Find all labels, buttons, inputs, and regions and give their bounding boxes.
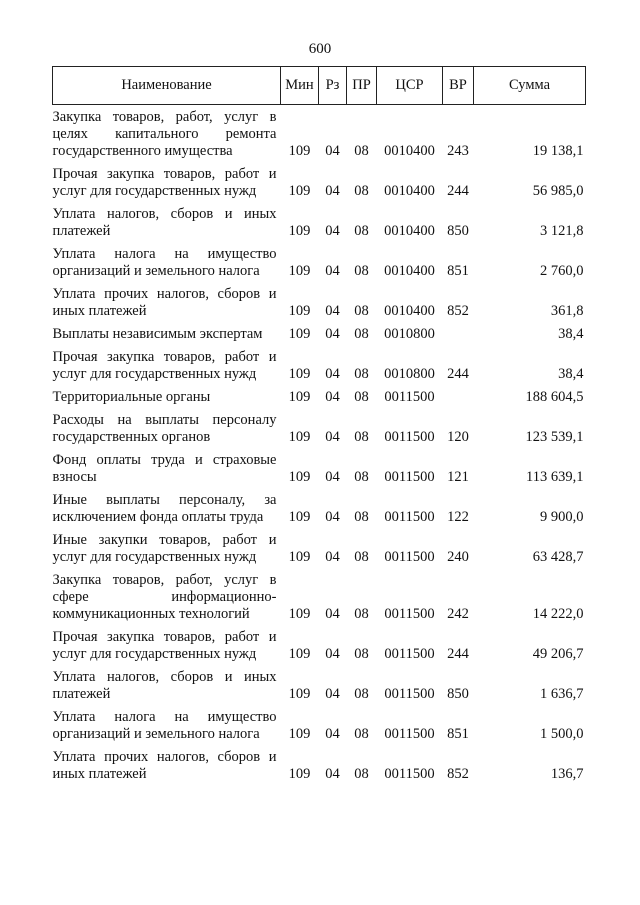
table-header bbox=[53, 67, 586, 105]
cell-vr: 852 bbox=[447, 766, 469, 782]
cell-csr: 0010800 bbox=[384, 366, 435, 382]
page-number: 600 bbox=[308, 41, 332, 57]
cell-sum: 56 985,0 bbox=[532, 183, 584, 199]
cell-csr: 0011500 bbox=[384, 686, 435, 702]
cell-min: 109 bbox=[288, 509, 311, 525]
header-name: Наименование bbox=[53, 67, 281, 105]
cell-name: Иные выплаты персоналу, за исключением фонда оплаты труда bbox=[52, 492, 277, 525]
cell-vr: 850 bbox=[447, 223, 469, 239]
table-row bbox=[53, 665, 586, 705]
cell-min: 109 bbox=[288, 766, 311, 782]
table-row bbox=[53, 322, 586, 345]
table-row bbox=[53, 448, 586, 488]
cell-csr: 0010400 bbox=[384, 143, 435, 159]
cell-min: 109 bbox=[288, 183, 311, 199]
cell-sum: 38,4 bbox=[558, 366, 584, 382]
cell-pr: 08 bbox=[354, 429, 369, 445]
table-row bbox=[53, 408, 586, 448]
table-row bbox=[53, 568, 586, 625]
cell-min: 109 bbox=[288, 263, 311, 279]
table-row bbox=[53, 488, 586, 528]
cell-sum: 3 121,8 bbox=[540, 223, 584, 239]
cell-sum: 123 539,1 bbox=[525, 429, 584, 445]
cell-pr: 08 bbox=[354, 303, 369, 319]
cell-sum: 361,8 bbox=[550, 303, 584, 319]
cell-pr: 08 bbox=[354, 263, 369, 279]
header-csr: ЦСР bbox=[377, 67, 443, 105]
cell-vr: 240 bbox=[447, 549, 469, 565]
cell-name: Уплата прочих налогов, сборов и иных платежей bbox=[52, 286, 277, 319]
cell-csr: 0011500 bbox=[384, 429, 435, 445]
cell-name: Расходы на выплаты персоналу государственных органов bbox=[52, 412, 277, 445]
cell-pr: 08 bbox=[354, 223, 369, 239]
table-row bbox=[53, 282, 586, 322]
cell-pr: 08 bbox=[354, 143, 369, 159]
cell-rz: 04 bbox=[325, 326, 340, 342]
cell-sum: 113 639,1 bbox=[526, 469, 584, 485]
table-row bbox=[53, 745, 586, 785]
cell-sum: 1 636,7 bbox=[540, 686, 584, 702]
table-row bbox=[53, 202, 586, 242]
cell-name: Прочая закупка товаров, работ и услуг для государственных нужд bbox=[52, 349, 277, 382]
header-min: Мин bbox=[281, 67, 319, 105]
cell-name: Закупка товаров, работ, услуг в сфере информационно-коммуникационных технологий bbox=[52, 572, 277, 622]
cell-sum: 9 900,0 bbox=[540, 509, 584, 525]
header-vr: ВР bbox=[443, 67, 474, 105]
cell-sum: 19 138,1 bbox=[532, 143, 584, 159]
cell-csr: 0010400 bbox=[384, 303, 435, 319]
table-row bbox=[53, 705, 586, 745]
cell-pr: 08 bbox=[354, 366, 369, 382]
cell-min: 109 bbox=[288, 389, 311, 405]
cell-name: Фонд оплаты труда и страховые взносы bbox=[52, 452, 277, 485]
cell-csr: 0011500 bbox=[384, 726, 435, 742]
cell-min: 109 bbox=[288, 303, 311, 319]
cell-csr: 0011500 bbox=[384, 549, 435, 565]
cell-vr: 121 bbox=[447, 469, 469, 485]
cell-name: Уплата налогов, сборов и иных платежей bbox=[52, 206, 277, 239]
cell-vr: 243 bbox=[447, 143, 469, 159]
cell-csr: 0011500 bbox=[384, 766, 435, 782]
cell-name: Уплата прочих налогов, сборов и иных платежей bbox=[52, 749, 277, 782]
cell-min: 109 bbox=[288, 726, 311, 742]
cell-sum: 2 760,0 bbox=[540, 263, 584, 279]
cell-min: 109 bbox=[288, 549, 311, 565]
cell-csr: 0010800 bbox=[384, 326, 435, 342]
cell-rz: 04 bbox=[325, 143, 340, 159]
cell-rz: 04 bbox=[325, 183, 340, 199]
table-body bbox=[53, 105, 586, 786]
cell-vr: 120 bbox=[447, 429, 469, 445]
cell-pr: 08 bbox=[354, 183, 369, 199]
cell-pr: 08 bbox=[354, 726, 369, 742]
cell-rz: 04 bbox=[325, 429, 340, 445]
cell-vr: 122 bbox=[447, 509, 469, 525]
cell-rz: 04 bbox=[325, 389, 340, 405]
cell-rz: 04 bbox=[325, 549, 340, 565]
cell-name: Уплата налога на имущество организаций и земельного налога bbox=[52, 709, 277, 742]
cell-name: Иные закупки товаров, работ и услуг для государственных нужд bbox=[52, 532, 277, 565]
cell-pr: 08 bbox=[354, 326, 369, 342]
cell-sum: 63 428,7 bbox=[532, 549, 584, 565]
table-row bbox=[53, 528, 586, 568]
cell-pr: 08 bbox=[354, 766, 369, 782]
cell-rz: 04 bbox=[325, 223, 340, 239]
cell-vr bbox=[443, 385, 474, 408]
cell-rz: 04 bbox=[325, 646, 340, 662]
cell-csr: 0010400 bbox=[384, 223, 435, 239]
cell-name: Прочая закупка товаров, работ и услуг для государственных нужд bbox=[52, 166, 277, 199]
header-pr: ПР bbox=[347, 67, 377, 105]
header-rz: Рз bbox=[319, 67, 347, 105]
table-row bbox=[53, 385, 586, 408]
cell-rz: 04 bbox=[325, 509, 340, 525]
cell-min: 109 bbox=[288, 429, 311, 445]
cell-csr: 0010400 bbox=[384, 263, 435, 279]
cell-csr: 0011500 bbox=[384, 606, 435, 622]
cell-name: Прочая закупка товаров, работ и услуг для государственных нужд bbox=[52, 629, 277, 662]
table-row bbox=[53, 242, 586, 282]
cell-min: 109 bbox=[288, 686, 311, 702]
cell-rz: 04 bbox=[325, 726, 340, 742]
table-row bbox=[53, 105, 586, 163]
cell-min: 109 bbox=[288, 646, 311, 662]
cell-name: Уплата налогов, сборов и иных платежей bbox=[52, 669, 277, 702]
cell-min: 109 bbox=[288, 366, 311, 382]
cell-sum: 14 222,0 bbox=[532, 606, 584, 622]
cell-rz: 04 bbox=[325, 366, 340, 382]
cell-rz: 04 bbox=[325, 606, 340, 622]
cell-csr: 0011500 bbox=[384, 646, 435, 662]
table-row bbox=[53, 162, 586, 202]
cell-csr: 0011500 bbox=[384, 469, 435, 485]
cell-csr: 0011500 bbox=[384, 389, 435, 405]
cell-vr: 244 bbox=[447, 183, 469, 199]
cell-sum: 49 206,7 bbox=[532, 646, 584, 662]
cell-rz: 04 bbox=[325, 303, 340, 319]
cell-rz: 04 bbox=[325, 686, 340, 702]
cell-name: Уплата налога на имущество организаций и земельного налога bbox=[52, 246, 277, 279]
cell-rz: 04 bbox=[325, 766, 340, 782]
cell-min: 109 bbox=[288, 143, 311, 159]
cell-sum: 136,7 bbox=[550, 766, 584, 782]
cell-name: Выплаты независимым экспертам bbox=[52, 326, 263, 342]
cell-rz: 04 bbox=[325, 263, 340, 279]
cell-pr: 08 bbox=[354, 646, 369, 662]
cell-vr: 242 bbox=[447, 606, 469, 622]
cell-pr: 08 bbox=[354, 509, 369, 525]
cell-sum: 38,4 bbox=[558, 326, 584, 342]
cell-vr: 852 bbox=[447, 303, 469, 319]
cell-pr: 08 bbox=[354, 606, 369, 622]
cell-vr: 850 bbox=[447, 686, 469, 702]
cell-sum: 188 604,5 bbox=[525, 389, 584, 405]
budget-table bbox=[52, 66, 586, 785]
cell-vr bbox=[443, 322, 474, 345]
cell-sum: 1 500,0 bbox=[540, 726, 584, 742]
cell-min: 109 bbox=[288, 223, 311, 239]
header-sum: Сумма bbox=[474, 67, 586, 105]
cell-csr: 0010400 bbox=[384, 183, 435, 199]
cell-csr: 0011500 bbox=[384, 509, 435, 525]
cell-pr: 08 bbox=[354, 389, 369, 405]
cell-name: Закупка товаров, работ, услуг в целях капитального ремонта государственного имущества bbox=[52, 109, 277, 159]
cell-vr: 851 bbox=[447, 726, 469, 742]
cell-min: 109 bbox=[288, 469, 311, 485]
cell-name: Территориальные органы bbox=[52, 389, 211, 405]
cell-vr: 244 bbox=[447, 646, 469, 662]
cell-rz: 04 bbox=[325, 469, 340, 485]
cell-min: 109 bbox=[288, 326, 311, 342]
cell-pr: 08 bbox=[354, 686, 369, 702]
cell-vr: 244 bbox=[447, 366, 469, 382]
cell-min: 109 bbox=[288, 606, 311, 622]
cell-pr: 08 bbox=[354, 469, 369, 485]
table-row bbox=[53, 625, 586, 665]
table-row bbox=[53, 345, 586, 385]
cell-vr: 851 bbox=[447, 263, 469, 279]
cell-pr: 08 bbox=[354, 549, 369, 565]
